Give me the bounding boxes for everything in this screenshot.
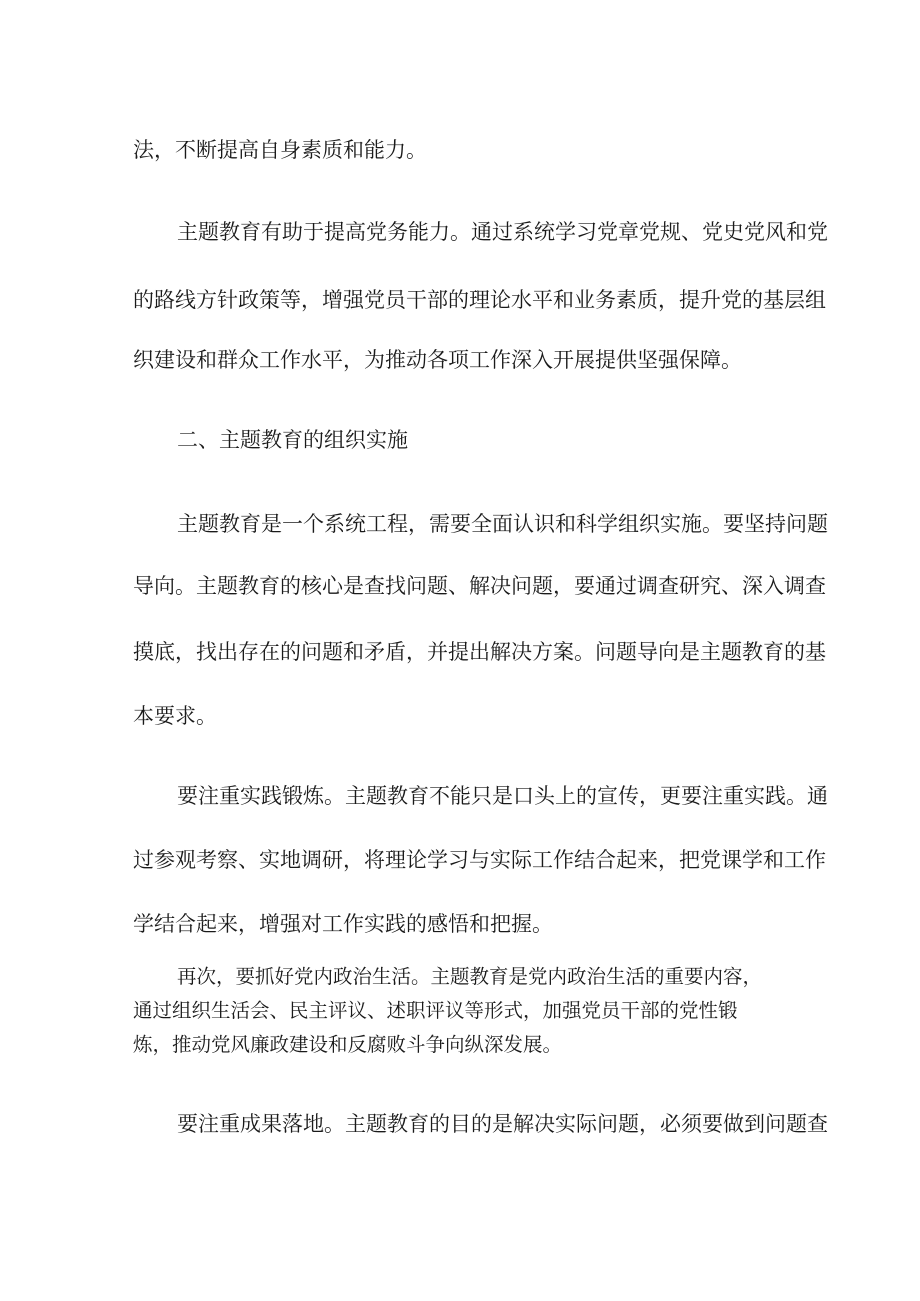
paragraph-line: 本要求。: [133, 704, 217, 728]
paragraph-line: 要注重实践锻炼。主题教育不能只是口头上的宣传，更要注重实践。通: [177, 784, 828, 808]
paragraph-line: 过参观考察、实地调研，将理论学习与实际工作结合起来，把党课学和工作: [133, 848, 826, 872]
paragraph-line: 学结合起来，增强对工作实践的感悟和把握。: [133, 912, 553, 936]
paragraph-line: 炼，推动党风廉政建设和反腐败斗争向纵深发展。: [133, 1033, 563, 1056]
paragraph-line: 织建设和群众工作水平，为推动各项工作深入开展提供坚强保障。: [133, 348, 742, 372]
paragraph-line: 导向。主题教育的核心是查找问题、解决问题，要通过调查研究、深入调查: [133, 574, 826, 598]
paragraph-line: 摸底，找出存在的问题和矛盾，并提出解决方案。问题导向是主题教育的基: [133, 640, 826, 664]
paragraph-line: 主题教育有助于提高党务能力。通过系统学习党章党规、党史党风和党: [177, 220, 828, 244]
section-heading: 二、主题教育的组织实施: [177, 428, 408, 452]
paragraph-line: 法，不断提高自身素质和能力。: [133, 138, 427, 162]
paragraph-line: 要注重成果落地。主题教育的目的是解决实际问题，必须要做到问题查: [177, 1112, 828, 1136]
paragraph-line: 的路线方针政策等，增强党员干部的理论水平和业务素质，提升党的基层组: [133, 288, 826, 312]
paragraph-line: 主题教育是一个系统工程，需要全面认识和科学组织实施。要坚持问题: [177, 512, 828, 536]
paragraph-line: 再次，要抓好党内政治生活。主题教育是党内政治生活的重要内容，: [177, 965, 763, 988]
paragraph-line: 通过组织生活会、民主评议、述职评议等形式，加强党员干部的党性锻: [133, 999, 738, 1022]
